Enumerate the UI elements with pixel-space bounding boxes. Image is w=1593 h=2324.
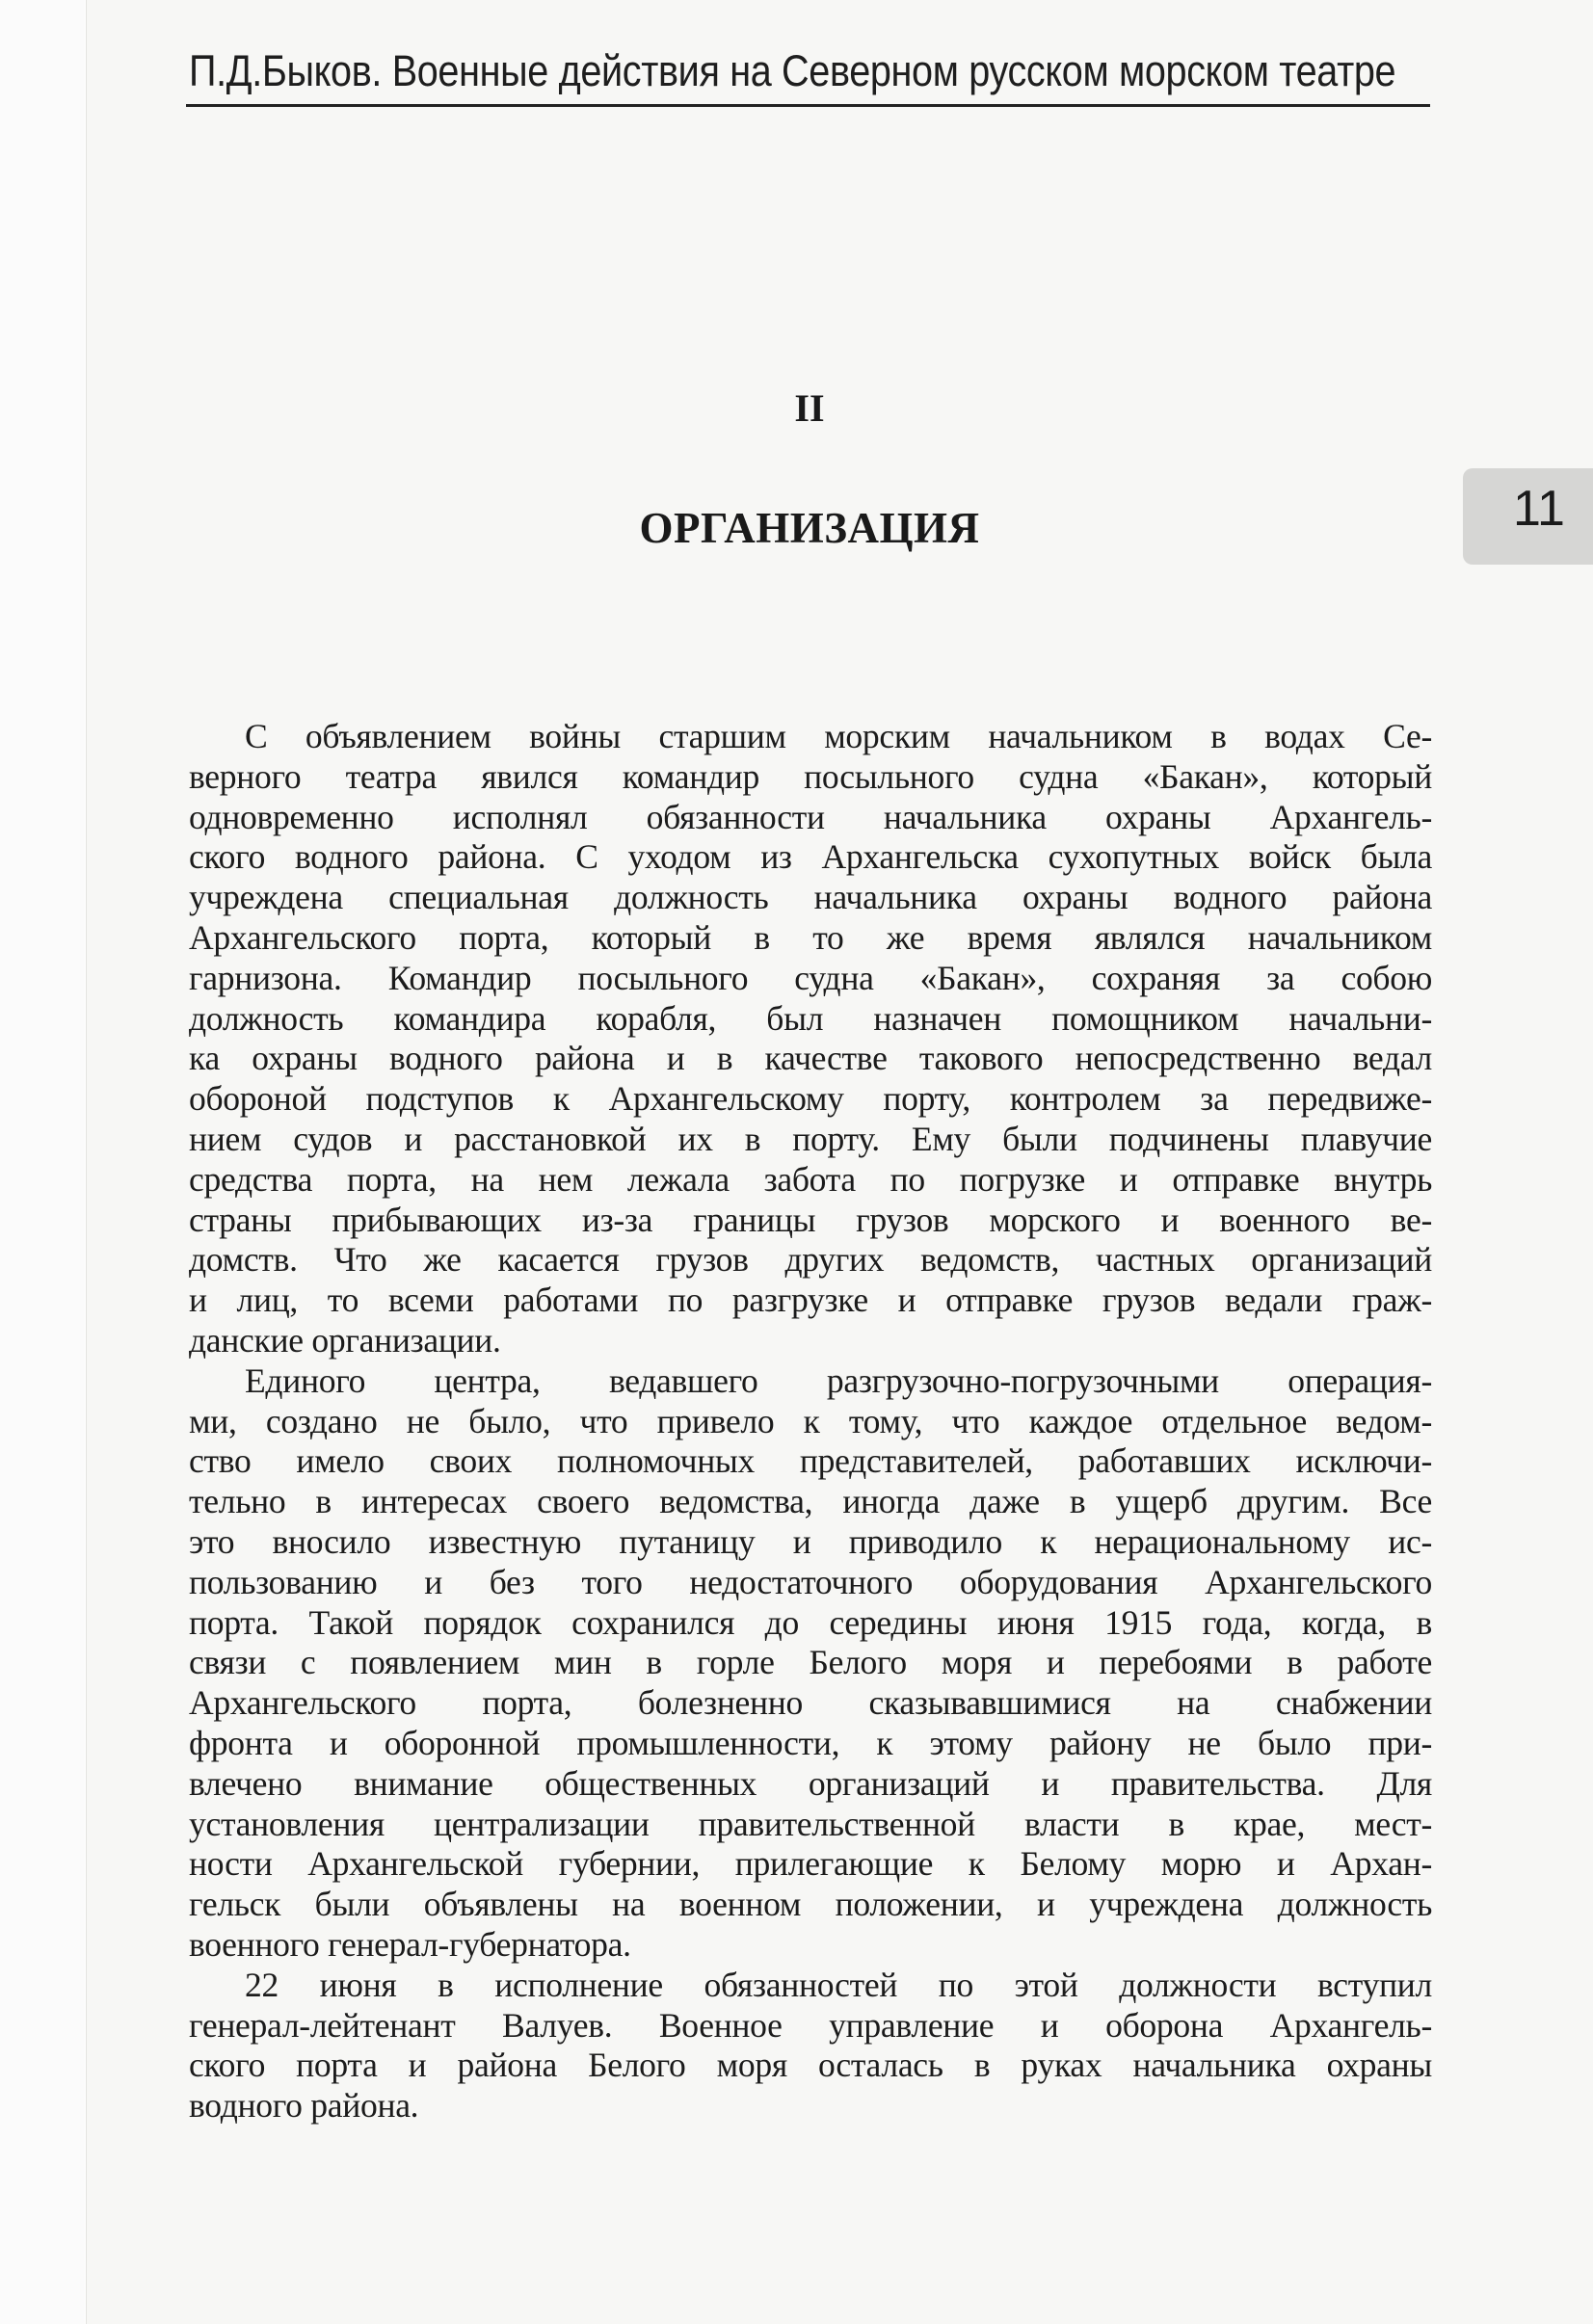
text-line: ности Архангельской губернии, прилегающие к Белому морю и Архан-	[189, 1844, 1432, 1884]
text-line: гарнизона. Командир посыльного судна «Бакан», сохраняя за собою	[189, 958, 1432, 997]
body-text	[189, 717, 1432, 2126]
text-line: влечено внимание общественных организаций и правительства. Для	[189, 1763, 1432, 1803]
paragraph-1	[189, 717, 1432, 1361]
text-line: Архангельского порта, который в то же время являлся начальником	[189, 917, 1432, 957]
text-line: средства порта, на нем лежала забота по погрузке и отправке внутрь	[189, 1159, 1432, 1199]
chapter-title: ОРГАНИЗАЦИЯ	[639, 504, 980, 552]
text-line: Единого центра, ведавшего разгрузочно-погрузочными операция-	[245, 1360, 1432, 1400]
text-line: ского водного района. С уходом из Архангельска сухопутных войск была	[189, 837, 1432, 877]
text-line: домств. Что же касается грузов других ведомств, частных организаций	[189, 1240, 1432, 1280]
text-line: ка охраны водного района и в качестве такового непосредственно ведал	[189, 1039, 1432, 1078]
text-line: ского порта и района Белого моря осталась в руках начальника охраны	[189, 2046, 1432, 2085]
text-line: гельск были объявлены на военном положении, и учреждена должность	[189, 1885, 1432, 1924]
paragraph-2	[189, 1361, 1432, 1966]
text-line: связи с появлением мин в горле Белого моря и перебоями в работе	[189, 1643, 1432, 1682]
text-line: С объявлением войны старшим морским начальником в водах Се-	[245, 717, 1432, 755]
text-line: учреждена специальная должность начальника охраны водного района	[189, 878, 1432, 917]
text-line: Архангельского порта, болезненно сказывавшимися на снабжении	[189, 1683, 1432, 1723]
text-line: установления централизации правительственной власти в крае, мест-	[189, 1804, 1432, 1843]
text-line: и лиц, то всеми работами по разгрузке и отправке грузов ведали граж-	[189, 1281, 1432, 1320]
text-line: ми, создано не было, что привело к тому, что каждое отдельное ведом-	[189, 1401, 1432, 1440]
text-line: 22 июня в исполнение обязанностей по этой должности вступил	[245, 1965, 1432, 2004]
text-line: это вносило известную путаницу и приводило к нерациональному ис-	[189, 1521, 1432, 1561]
facing-page-edge	[0, 0, 85, 2324]
text-line: военного генерал-губернатора.	[189, 1924, 631, 1964]
text-line: генерал-лейтенант Валуев. Военное управление и оборона Архангель-	[189, 2005, 1432, 2045]
running-header: П.Д.Быков. Военные действия на Северном русском морском театре	[189, 46, 1396, 95]
text-line: верного театра явился командир посыльного судна «Бакан», который	[189, 756, 1432, 796]
text-line: ство имело своих полномочных представителей, работавших исключи-	[189, 1441, 1432, 1481]
chapter-numeral: II	[794, 386, 825, 430]
text-line: одновременно исполнял обязанности начальника охраны Архангель-	[189, 797, 1432, 836]
paragraph-3	[189, 1966, 1432, 2126]
header-rule	[186, 104, 1430, 107]
text-line: обороной подступов к Архангельскому порту, контролем за передвиже-	[189, 1079, 1432, 1119]
text-line: тельно в интересах своего ведомства, иногда даже в ущерб другим. Все	[189, 1482, 1432, 1521]
text-line: пользованию и без того недостаточного оборудования Архангельского	[189, 1562, 1432, 1601]
text-line: должность командира корабля, был назначен помощником начальни-	[189, 998, 1432, 1038]
page-number: 11	[1513, 481, 1565, 537]
text-line: страны прибывающих из-за границы грузов морского и военного ве-	[189, 1200, 1432, 1239]
text-line: данские организации.	[189, 1320, 501, 1360]
text-line: порта. Такой порядок сохранился до середины июня 1915 года, когда, в	[189, 1602, 1432, 1642]
text-line: нием судов и расстановкой их в порту. Ему были подчинены плавучие	[189, 1119, 1432, 1158]
text-line: водного района.	[189, 2086, 419, 2126]
text-line: фронта и оборонной промышленности, к этому району не было при-	[189, 1723, 1432, 1762]
